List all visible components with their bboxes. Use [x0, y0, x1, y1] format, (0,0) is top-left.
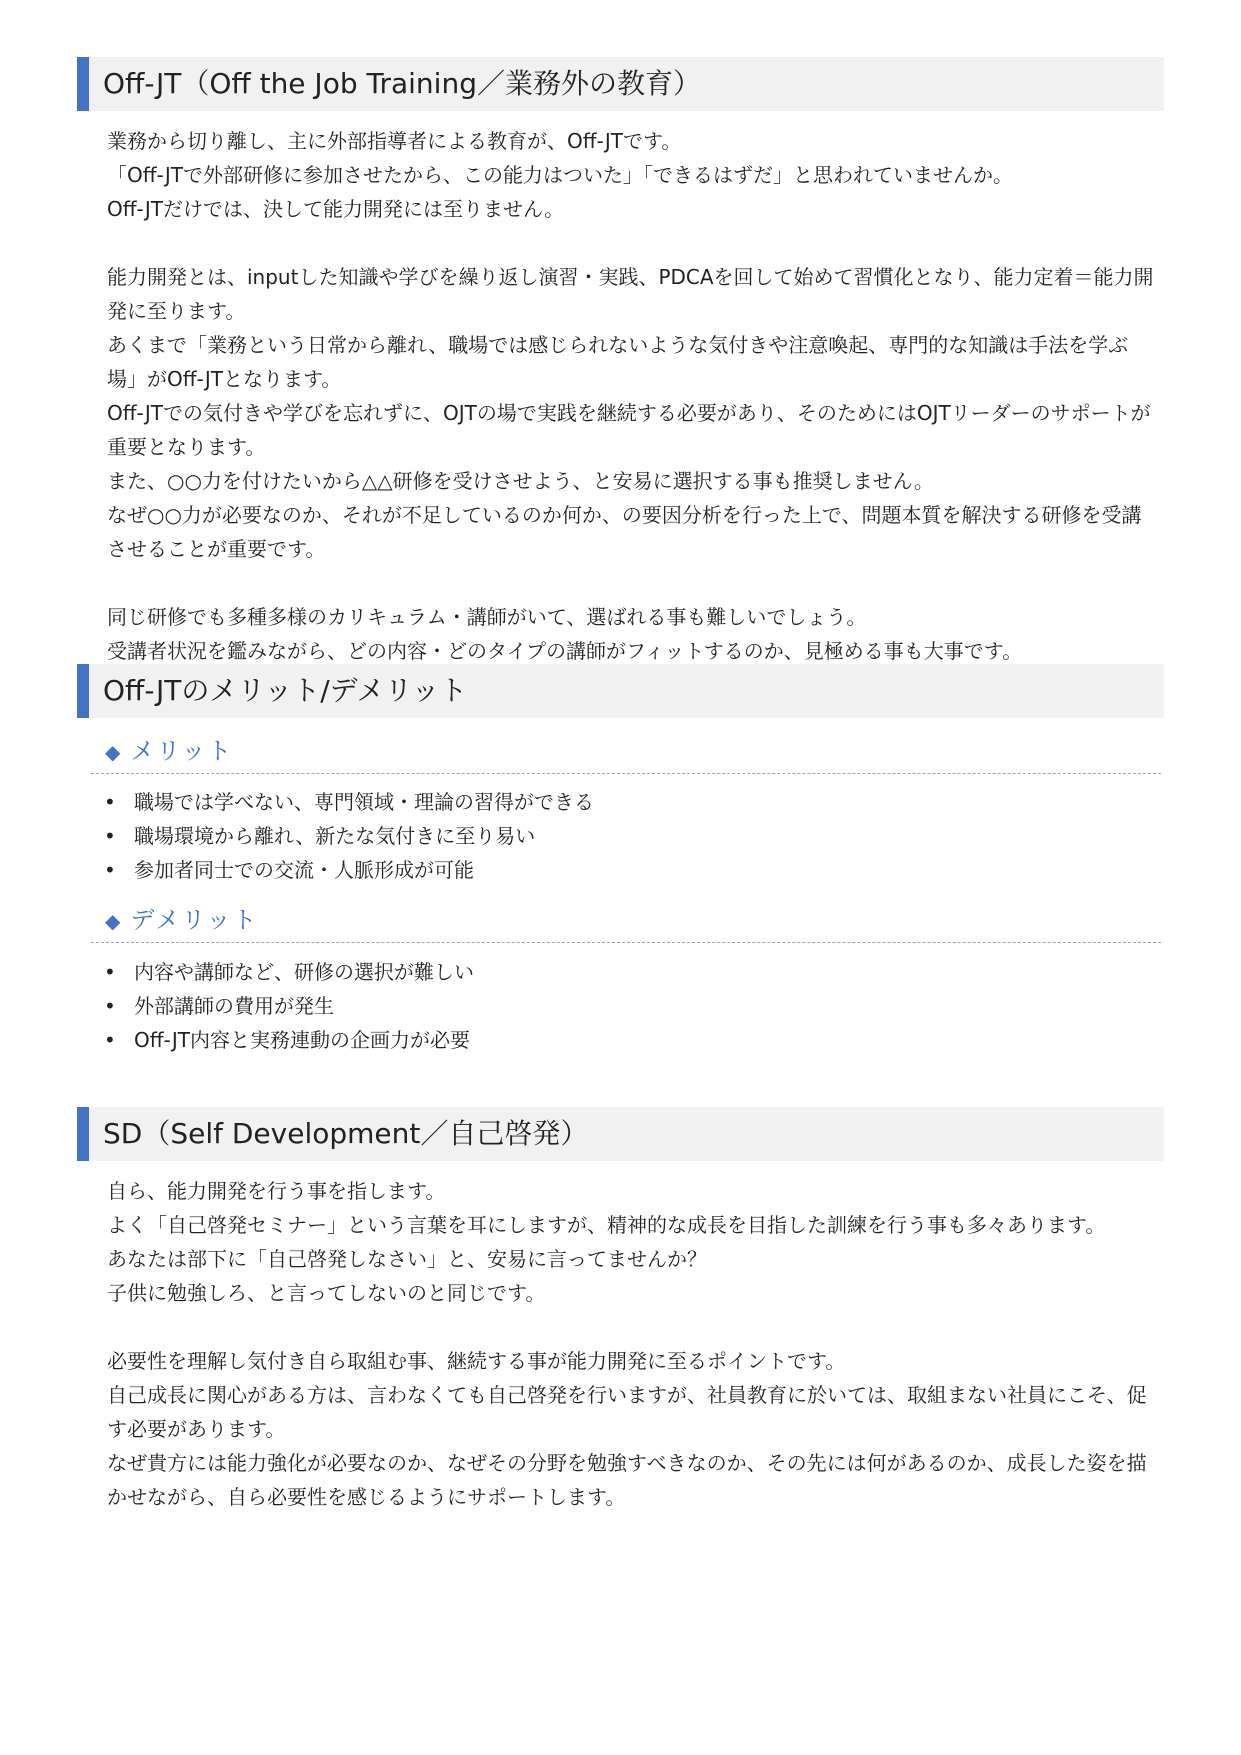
section-heading-merit-demerit: Off-JTのメリット/デメリット	[77, 664, 1164, 718]
bullet-dot-icon: •	[104, 994, 116, 1018]
paragraph	[107, 566, 1157, 600]
paragraph: 業務から切り離し、主に外部指導者による教育が、Off-JTです。	[107, 129, 682, 153]
paragraph: あくまで「業務という日常から離れ、職場では感じられないような気付きや注意喚起、専門的な知識は手法を学ぶ場」がOff-JTとなります。	[107, 333, 1129, 391]
list-item	[104, 819, 1154, 853]
subheading-merit-label: メリット	[130, 737, 234, 765]
paragraph	[107, 1310, 1157, 1344]
section-body-sd	[107, 1174, 1157, 1514]
paragraph: 同じ研修でも多種多様のカリキュラム・講師がいて、選ばれる事も難しいでしょう。	[107, 605, 867, 629]
demerit-list	[104, 955, 1154, 1057]
bullet-dot-icon: •	[104, 1028, 116, 1052]
subheading-demerit	[91, 897, 1161, 943]
paragraph: なぜ貴方には能力強化が必要なのか、なぜその分野を勉強すべきなのか、その先には何があるのか、成長した姿を描かせながら、自ら必要性を感じるようにサポートします。	[107, 1451, 1147, 1509]
paragraph: 「Off-JTで外部研修に参加させたから、この能力はついた」「できるはずだ」と思われていませんか。	[107, 163, 1013, 187]
diamond-icon: ◆	[105, 740, 123, 764]
list-item-text: 内容や講師など、研修の選択が難しい	[134, 960, 474, 984]
subheading-merit	[91, 728, 1161, 774]
paragraph	[107, 226, 1157, 260]
bullet-dot-icon: •	[104, 858, 116, 882]
subheading-demerit-label: デメリット	[130, 906, 259, 934]
bullet-dot-icon: •	[104, 960, 116, 984]
paragraph: 必要性を理解し気付き自ら取組む事、継続する事が能力開発に至るポイントです。	[107, 1349, 846, 1373]
list-item-text: 職場環境から離れ、新たな気付きに至り易い	[134, 824, 536, 848]
bullet-dot-icon: •	[104, 824, 116, 848]
paragraph: Off-JTだけでは、決して能力開発には至りません。	[107, 197, 565, 221]
list-item-text: Off-JT内容と実務連動の企画力が必要	[134, 1028, 470, 1052]
paragraph: 能力開発とは、inputした知識や学びを繰り返し演習・実践、PDCAを回して始めて習慣化となり、能力定着＝能力開発に至ります。	[107, 265, 1154, 323]
list-item	[104, 785, 1154, 819]
list-item	[104, 955, 1154, 989]
list-item-text: 職場では学べない、専門領域・理論の習得ができる	[134, 790, 594, 814]
bullet-dot-icon: •	[104, 790, 116, 814]
diamond-icon: ◆	[105, 909, 123, 933]
paragraph: 受講者状況を鑑みながら、どの内容・どのタイプの講師がフィットするのか、見極める事も大事です。	[107, 639, 1023, 663]
section-heading-off-jt: Off-JT（Off the Job Training／業務外の教育）	[77, 57, 1164, 111]
paragraph: Off-JTでの気付きや学びを忘れずに、OJTの場で実践を継続する必要があり、そのためにはOJTリーダーのサポートが重要となります。	[107, 401, 1151, 459]
paragraph: よく「自己啓発セミナー」という言葉を耳にしますが、精神的な成長を目指した訓練を行う事も多々あります。	[107, 1213, 1106, 1237]
section-heading-sd: SD（Self Development／自己啓発）	[77, 1107, 1164, 1161]
paragraph: また、○○力を付けたいから△△研修を受けさせよう、と安易に選択する事も推奨しません。	[107, 469, 934, 493]
paragraph: 子供に勉強しろ、と言ってしないのと同じです。	[107, 1281, 546, 1305]
list-item	[104, 853, 1154, 887]
list-item	[104, 989, 1154, 1023]
paragraph: あなたは部下に「自己啓発しなさい」と、安易に言ってませんか？	[107, 1247, 707, 1271]
section-body-off-jt	[107, 124, 1157, 668]
list-item-text: 外部講師の費用が発生	[134, 994, 334, 1018]
paragraph: 自己成長に関心がある方は、言わなくても自己啓発を行いますが、社員教育に於いては、取組まない社員にこそ、促す必要があります。	[107, 1383, 1147, 1441]
merit-list	[104, 785, 1154, 887]
list-item	[104, 1023, 1154, 1057]
paragraph: なぜ○○力が必要なのか、それが不足しているのか何か、の要因分析を行った上で、問題本質を解決する研修を受講させることが重要です。	[107, 503, 1142, 561]
paragraph: 自ら、能力開発を行う事を指します。	[107, 1179, 446, 1203]
list-item-text: 参加者同士での交流・人脈形成が可能	[134, 858, 474, 882]
